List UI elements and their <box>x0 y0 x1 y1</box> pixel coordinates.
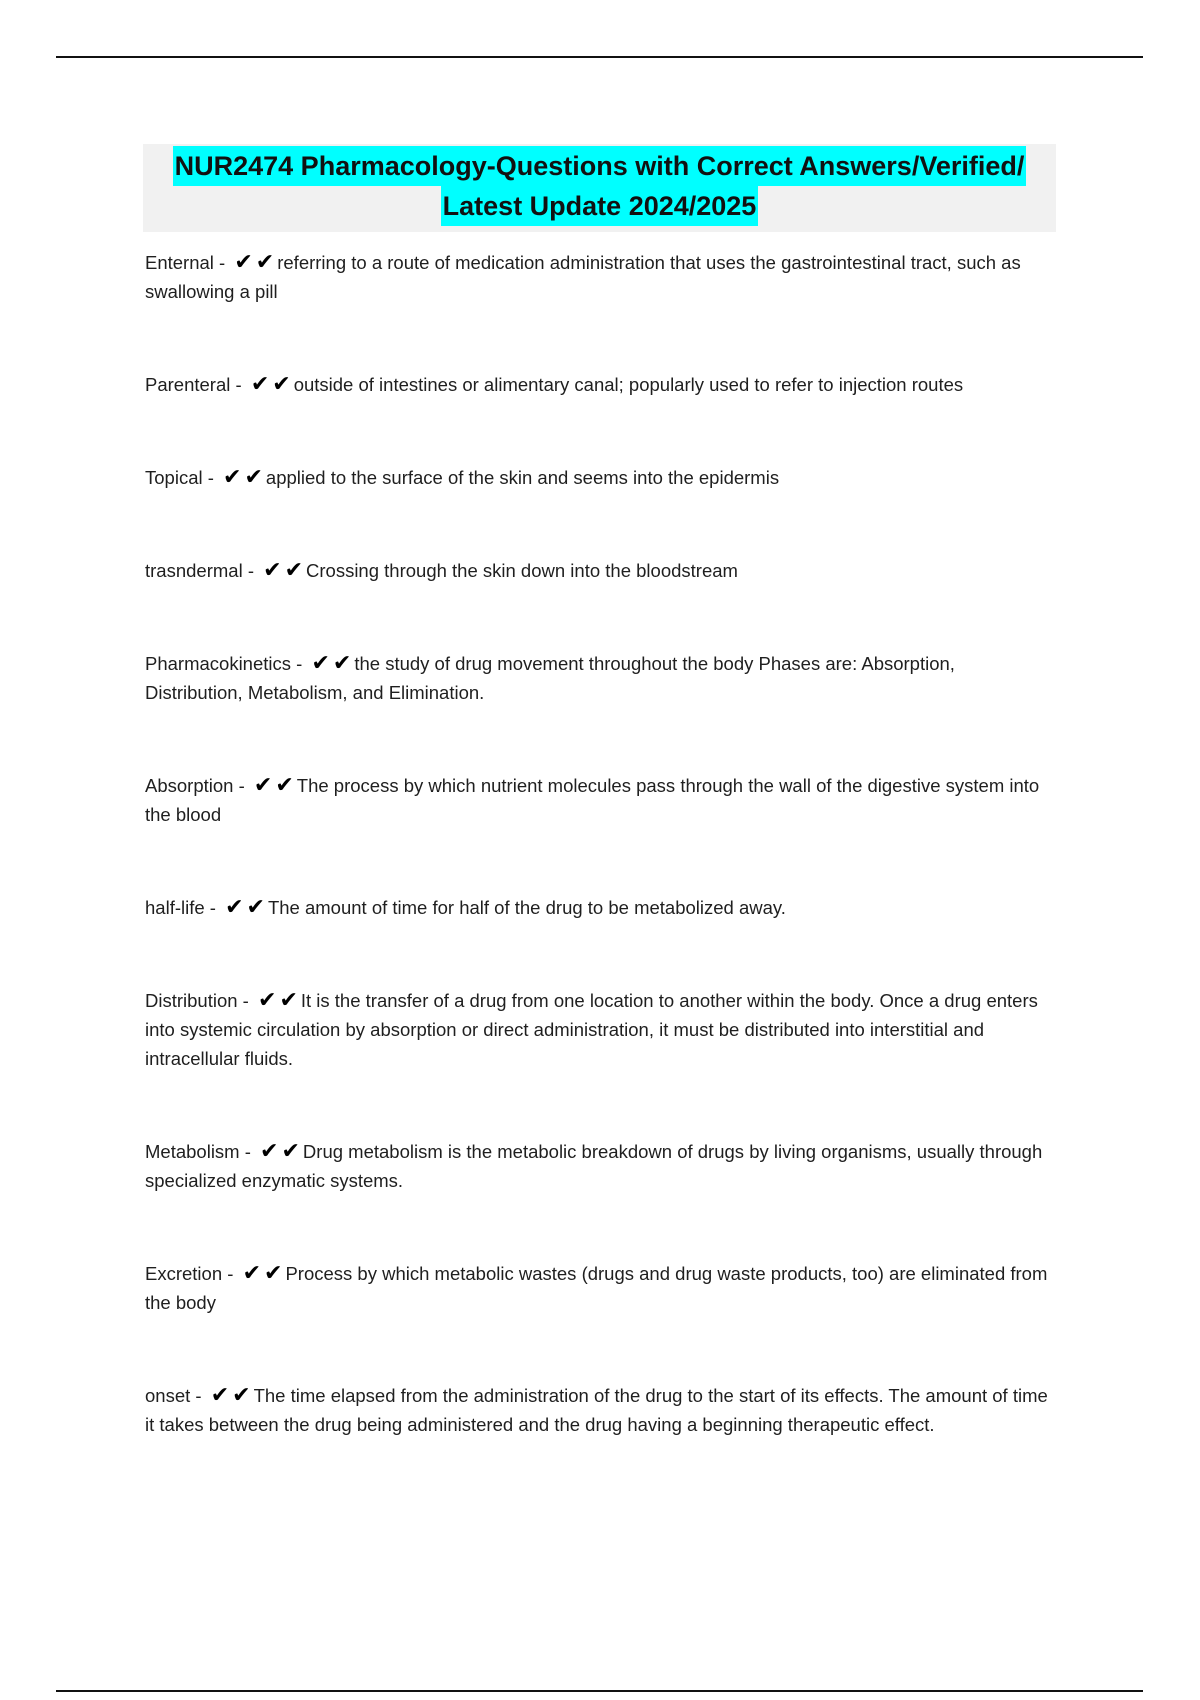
check-icon: ✔ <box>250 372 270 397</box>
entry-term: Enternal <box>145 252 214 273</box>
check-icon: ✔ <box>311 651 330 676</box>
entry-definition: It is the transfer of a drug from one location to another within the body. Once a drug enters into systemic circulation by absorption or direct administration, it must be distributed into interstitial and intracellular fluids. <box>145 990 1038 1069</box>
entry-definition: referring to a route of medication administration that uses the gastrointestinal tract, such as swallowing a pill <box>145 252 1021 302</box>
check-icon: ✔ <box>234 250 253 275</box>
list-item: Enternal - ✔ ✔ referring to a route of medication administration that uses the gastrointestinal tract, such as swallowing a pill <box>145 250 1021 302</box>
check-icon: ✔ <box>232 1383 251 1408</box>
check-icon: ✔ <box>281 1139 300 1164</box>
entry-definition: outside of intestines or alimentary canal; popularly used to refer to injection routes <box>293 374 964 395</box>
check-icon: ✔ <box>225 895 244 920</box>
check-icon: ✔ <box>242 1261 262 1286</box>
list-item: half-life - ✔ ✔ The amount of time for half of the drug to be metabolized away. <box>145 895 786 920</box>
list-item: Topical - ✔ ✔ applied to the surface of the skin and seems into the epidermis <box>145 465 780 490</box>
entry-definition: The amount of time for half of the drug to be metabolized away. <box>267 897 786 918</box>
check-icon: ✔ <box>260 1139 279 1164</box>
top-rule <box>56 56 1143 58</box>
bottom-rule <box>56 1690 1143 1692</box>
check-icon: ✔ <box>210 1383 230 1408</box>
entry-term: Metabolism <box>145 1141 240 1162</box>
entry-definition: the study of drug movement throughout the body Phases are: Absorption, Distribution, Metabolism, and Elimination. <box>145 653 955 703</box>
list-item: Metabolism - ✔ ✔ Drug metabolism is the metabolic breakdown of drugs by living organisms, usually through specialized enzymatic systems. <box>145 1139 1043 1191</box>
entry-definition: Process by which metabolic wastes (drugs and drug waste products, too) are eliminated from the body <box>145 1263 1048 1313</box>
check-icon: ✔ <box>284 558 304 583</box>
list-item: Absorption - ✔ ✔ The process by which nutrient molecules pass through the wall of the digestive system into the blood <box>145 773 1040 825</box>
entry-definition: applied to the surface of the skin and seems into the epidermis <box>265 467 780 488</box>
entry-definition: The process by which nutrient molecules pass through the wall of the digestive system into the blood <box>145 775 1040 825</box>
check-icon: ✔ <box>263 558 282 583</box>
entry-term: Excretion <box>145 1263 223 1284</box>
entry-term: Absorption <box>145 775 234 796</box>
check-icon: ✔ <box>272 372 291 397</box>
check-icon: ✔ <box>253 773 273 798</box>
entry-term: Distribution <box>145 990 238 1011</box>
entry-term: trasndermal <box>145 560 243 581</box>
check-icon: ✔ <box>223 465 242 490</box>
list-item: onset - ✔ ✔ The time elapsed from the administration of the drug to the start of its effects. The amount of time it takes between the drug being administered and the drug having a beginning therapeutic effect. <box>145 1383 1048 1435</box>
list-item: Excretion - ✔ ✔ Process by which metabolic wastes (drugs and drug waste products, too) are eliminated from the body <box>145 1261 1048 1313</box>
check-icon: ✔ <box>275 773 294 798</box>
entry-term: Parenteral <box>145 374 231 395</box>
entry-definition: Crossing through the skin down into the bloodstream <box>306 560 738 581</box>
list-item: trasndermal - ✔ ✔ Crossing through the skin down into the bloodstream <box>145 558 738 583</box>
list-item: Distribution - ✔ ✔ It is the transfer of a drug from one location to another within the body. Once a drug enters into systemic circulation by absorption or direct administration, it must be distributed into interstitial and intracellular fluids. <box>145 988 1038 1069</box>
check-icon: ✔ <box>258 988 277 1013</box>
title-line-1: NUR2474 Pharmacology-Questions with Correct Answers/Verified/ <box>173 146 1027 186</box>
entry-term: half-life <box>145 897 205 918</box>
entry-term: onset <box>145 1385 191 1406</box>
title-line-2: Latest Update 2024/2025 <box>441 186 759 226</box>
list-item: Parenteral - ✔ ✔ outside of intestines or alimentary canal; popularly used to refer to injection routes <box>145 372 964 397</box>
entry-term: Pharmacokinetics <box>145 653 292 674</box>
check-icon: ✔ <box>255 250 275 275</box>
check-icon: ✔ <box>246 895 265 920</box>
check-icon: ✔ <box>264 1261 283 1286</box>
entry-definition: The time elapsed from the administration of the drug to the start of its effects. The amount of time it takes between the drug being administered and the drug having a beginning therapeutic effect. <box>145 1385 1048 1435</box>
entry-list <box>145 248 1055 1439</box>
check-icon: ✔ <box>244 465 263 490</box>
document-title <box>143 144 1056 232</box>
entry-definition: Drug metabolism is the metabolic breakdown of drugs by living organisms, usually through specialized enzymatic systems. <box>145 1141 1043 1191</box>
check-icon: ✔ <box>279 988 298 1013</box>
entry-term: Topical <box>145 467 203 488</box>
list-item: Pharmacokinetics - ✔ ✔ the study of drug movement throughout the body Phases are: Absorption, Distribution, Metabolism, and Elimination. <box>145 651 955 703</box>
check-icon: ✔ <box>332 651 352 676</box>
